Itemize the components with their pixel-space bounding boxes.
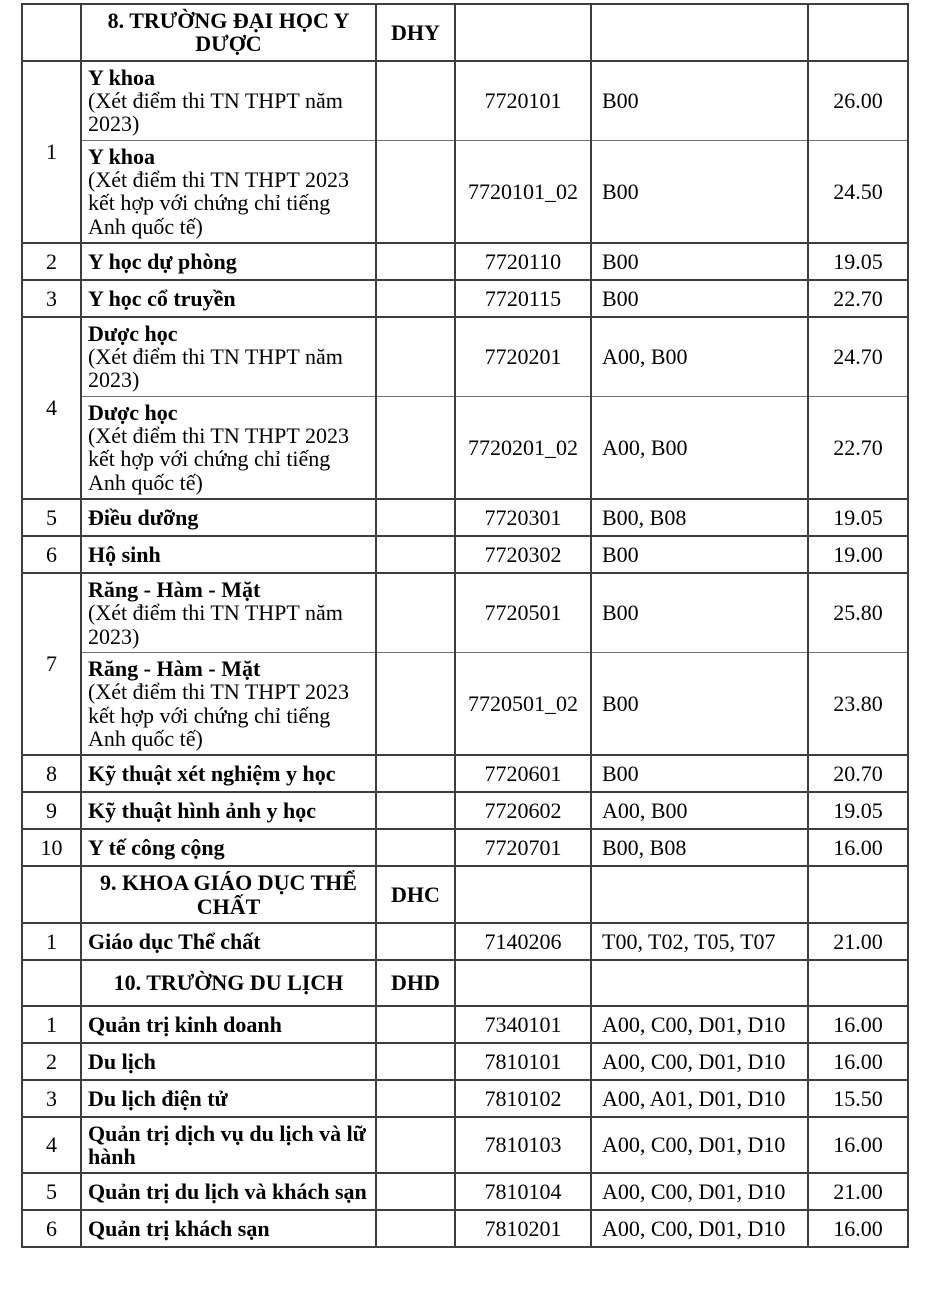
stt-cell: 9 xyxy=(22,792,81,829)
stt-cell: 6 xyxy=(22,536,81,573)
program-name: Kỹ thuật hình ảnh y học xyxy=(88,798,317,824)
score-cell: 16.00 xyxy=(808,1210,908,1247)
score-cell: 19.00 xyxy=(808,536,908,573)
program-name: Dược học xyxy=(88,320,178,346)
university-code-cell xyxy=(376,280,455,317)
program-name-cell xyxy=(81,317,376,396)
section-header-row xyxy=(22,4,908,61)
program-code-cell: 7720602 xyxy=(455,792,591,829)
program-code-cell: 7720115 xyxy=(455,280,591,317)
score-cell: 25.80 xyxy=(808,573,908,652)
combination-cell: B00, B08 xyxy=(591,829,808,866)
score-cell: 22.70 xyxy=(808,280,908,317)
combination-cell: B00 xyxy=(591,243,808,280)
university-code-cell: DHC xyxy=(376,866,455,923)
stt-cell: 10 xyxy=(22,829,81,866)
combination-cell: B00 xyxy=(591,755,808,792)
score-cell xyxy=(808,4,908,61)
combination-cell: A00, A01, D01, D10 xyxy=(591,1080,808,1117)
university-code-cell xyxy=(376,755,455,792)
stt-cell: 5 xyxy=(22,499,81,536)
program-name: Du lịch điện tử xyxy=(88,1085,228,1111)
program-name-cell xyxy=(81,280,376,317)
combination-cell xyxy=(591,4,808,61)
university-code-cell xyxy=(376,652,455,755)
program-code-cell: 7720701 xyxy=(455,829,591,866)
program-code-cell: 7720101_02 xyxy=(455,140,591,243)
score-cell: 22.70 xyxy=(808,396,908,499)
program-code-cell: 7340101 xyxy=(455,1006,591,1043)
program-subrow xyxy=(22,396,908,499)
score-cell: 16.00 xyxy=(808,1043,908,1080)
program-code-cell: 7810201 xyxy=(455,1210,591,1247)
combination-cell: A00, C00, D01, D10 xyxy=(591,1210,808,1247)
program-name: Kỹ thuật xét nghiệm y học xyxy=(88,761,336,787)
program-row xyxy=(22,317,908,396)
stt-cell: 6 xyxy=(22,1210,81,1247)
score-cell: 19.05 xyxy=(808,243,908,280)
program-name-cell xyxy=(81,1006,376,1043)
program-name-cell xyxy=(81,792,376,829)
program-code-cell: 7720301 xyxy=(455,499,591,536)
program-name: Quản trị khách sạn xyxy=(88,1216,270,1242)
program-name-cell xyxy=(81,1043,376,1080)
program-name: Răng - Hàm - Mặt xyxy=(88,577,261,602)
section-title-cell: 9. KHOA GIÁO DỤC THỂ CHẤT xyxy=(81,866,376,923)
program-name-cell xyxy=(81,1210,376,1247)
stt-cell xyxy=(22,866,81,923)
stt-cell: 2 xyxy=(22,243,81,280)
table-body xyxy=(22,4,908,1247)
program-name: Răng - Hàm - Mặt xyxy=(88,655,261,681)
combination-cell: B00 xyxy=(591,652,808,755)
university-code-cell xyxy=(376,243,455,280)
score-cell: 26.00 xyxy=(808,61,908,140)
program-row xyxy=(22,792,908,829)
program-code-cell xyxy=(455,866,591,923)
program-name: Quản trị kinh doanh xyxy=(88,1011,282,1037)
admission-score-table xyxy=(21,3,909,1248)
section-header-row xyxy=(22,960,908,1006)
combination-cell: A00, B00 xyxy=(591,396,808,499)
combination-cell: A00, C00, D01, D10 xyxy=(591,1006,808,1043)
stt-cell xyxy=(22,4,81,61)
stt-cell: 7 xyxy=(22,573,81,755)
program-name: Quản trị du lịch và khách sạn xyxy=(88,1179,367,1205)
program-note: (Xét điểm thi TN THPT 2023 kết hợp với chứng chỉ tiếng Anh quốc tế) xyxy=(88,679,349,751)
program-name: Điều dưỡng xyxy=(88,504,199,530)
university-code-cell xyxy=(376,829,455,866)
score-cell: 21.00 xyxy=(808,923,908,960)
score-cell: 19.05 xyxy=(808,792,908,829)
score-cell: 19.05 xyxy=(808,499,908,536)
program-name: Du lịch xyxy=(88,1048,156,1074)
combination-cell: B00 xyxy=(591,140,808,243)
program-name-cell xyxy=(81,573,376,652)
program-code-cell: 7720501 xyxy=(455,573,591,652)
program-name: Dược học xyxy=(88,399,178,425)
stt-cell: 3 xyxy=(22,1080,81,1117)
program-note: (Xét điểm thi TN THPT năm 2023) xyxy=(88,600,343,649)
program-name: Y học cổ truyền xyxy=(88,285,236,311)
program-name: Y học dự phòng xyxy=(88,248,237,274)
combination-cell: A00, B00 xyxy=(591,792,808,829)
program-row xyxy=(22,280,908,317)
score-cell: 15.50 xyxy=(808,1080,908,1117)
combination-cell: T00, T02, T05, T07 xyxy=(591,923,808,960)
stt-cell xyxy=(22,960,81,1006)
score-cell xyxy=(808,960,908,1006)
program-subrow xyxy=(22,652,908,755)
program-row xyxy=(22,499,908,536)
program-code-cell: 7720501_02 xyxy=(455,652,591,755)
program-note: (Xét điểm thi TN THPT 2023 kết hợp với chứng chỉ tiếng Anh quốc tế) xyxy=(88,423,349,495)
program-subrow xyxy=(22,140,908,243)
university-code-cell xyxy=(376,1173,455,1210)
program-code-cell: 7810102 xyxy=(455,1080,591,1117)
combination-cell: B00 xyxy=(591,280,808,317)
university-code-cell xyxy=(376,396,455,499)
combination-cell xyxy=(591,866,808,923)
program-row xyxy=(22,536,908,573)
program-name-cell xyxy=(81,396,376,499)
program-code-cell: 7720601 xyxy=(455,755,591,792)
program-code-cell: 7720201 xyxy=(455,317,591,396)
program-name-cell xyxy=(81,923,376,960)
university-code-cell xyxy=(376,1006,455,1043)
section-title-cell: 8. TRƯỜNG ĐẠI HỌC Y DƯỢC xyxy=(81,4,376,61)
section-title-cell: 10. TRƯỜNG DU LỊCH xyxy=(81,960,376,1006)
university-code-cell xyxy=(376,1117,455,1174)
stt-cell: 1 xyxy=(22,61,81,243)
program-code-cell: 7720302 xyxy=(455,536,591,573)
program-code-cell: 7720101 xyxy=(455,61,591,140)
program-name-cell xyxy=(81,829,376,866)
score-cell: 16.00 xyxy=(808,829,908,866)
score-cell: 24.50 xyxy=(808,140,908,243)
university-code-cell xyxy=(376,792,455,829)
program-note: (Xét điểm thi TN THPT 2023 kết hợp với chứng chỉ tiếng Anh quốc tế) xyxy=(88,166,349,239)
combination-cell xyxy=(591,960,808,1006)
program-name: Y tế công cộng xyxy=(88,835,225,861)
stt-cell: 3 xyxy=(22,280,81,317)
program-name: Y khoa xyxy=(88,64,156,90)
score-cell: 24.70 xyxy=(808,317,908,396)
program-row xyxy=(22,1043,908,1080)
program-name-cell xyxy=(81,1173,376,1210)
university-code-cell xyxy=(376,573,455,652)
combination-cell: A00, C00, D01, D10 xyxy=(591,1173,808,1210)
combination-cell: B00 xyxy=(591,61,808,140)
combination-cell: A00, B00 xyxy=(591,317,808,396)
program-code-cell: 7810101 xyxy=(455,1043,591,1080)
university-code-cell xyxy=(376,140,455,243)
program-row xyxy=(22,1080,908,1117)
score-cell: 16.00 xyxy=(808,1117,908,1174)
combination-cell: B00 xyxy=(591,536,808,573)
score-cell: 16.00 xyxy=(808,1006,908,1043)
combination-cell: B00, B08 xyxy=(591,499,808,536)
university-code-cell: DHD xyxy=(376,960,455,1006)
program-name-cell xyxy=(81,536,376,573)
university-code-cell xyxy=(376,61,455,140)
program-row xyxy=(22,829,908,866)
stt-cell: 2 xyxy=(22,1043,81,1080)
university-code-cell xyxy=(376,317,455,396)
program-note: (Xét điểm thi TN THPT năm 2023) xyxy=(88,87,343,137)
program-name-cell xyxy=(81,499,376,536)
university-code-cell: DHY xyxy=(376,4,455,61)
stt-cell: 8 xyxy=(22,755,81,792)
stt-cell: 1 xyxy=(22,1006,81,1043)
program-note: (Xét điểm thi TN THPT năm 2023) xyxy=(88,344,343,393)
program-row xyxy=(22,61,908,140)
program-name: Hộ sinh xyxy=(88,541,161,567)
program-name-cell xyxy=(81,1117,376,1174)
university-code-cell xyxy=(376,923,455,960)
university-code-cell xyxy=(376,499,455,536)
program-name-cell xyxy=(81,652,376,755)
university-code-cell xyxy=(376,536,455,573)
stt-cell: 4 xyxy=(22,317,81,499)
university-code-cell xyxy=(376,1080,455,1117)
program-row xyxy=(22,1210,908,1247)
program-code-cell xyxy=(455,4,591,61)
university-code-cell xyxy=(376,1210,455,1247)
program-row xyxy=(22,923,908,960)
program-name-cell xyxy=(81,755,376,792)
combination-cell: A00, C00, D01, D10 xyxy=(591,1117,808,1174)
program-name-cell xyxy=(81,61,376,140)
program-row xyxy=(22,243,908,280)
university-code-cell xyxy=(376,1043,455,1080)
combination-cell: A00, C00, D01, D10 xyxy=(591,1043,808,1080)
score-cell: 23.80 xyxy=(808,652,908,755)
score-cell: 21.00 xyxy=(808,1173,908,1210)
program-name: Quản trị dịch vụ du lịch và lữ hành xyxy=(88,1120,366,1170)
program-row xyxy=(22,1006,908,1043)
program-name-cell xyxy=(81,243,376,280)
program-code-cell: 7720201_02 xyxy=(455,396,591,499)
program-code-cell: 7140206 xyxy=(455,923,591,960)
program-row xyxy=(22,1173,908,1210)
program-name: Giáo dục Thể chất xyxy=(88,928,261,954)
score-cell xyxy=(808,866,908,923)
program-name-cell xyxy=(81,140,376,243)
program-row xyxy=(22,573,908,652)
program-code-cell: 7810104 xyxy=(455,1173,591,1210)
program-code-cell: 7810103 xyxy=(455,1117,591,1174)
stt-cell: 5 xyxy=(22,1173,81,1210)
stt-cell: 4 xyxy=(22,1117,81,1174)
stt-cell: 1 xyxy=(22,923,81,960)
section-header-row xyxy=(22,866,908,923)
score-cell: 20.70 xyxy=(808,755,908,792)
program-code-cell xyxy=(455,960,591,1006)
program-name: Y khoa xyxy=(88,143,156,169)
program-code-cell: 7720110 xyxy=(455,243,591,280)
program-row xyxy=(22,1117,908,1174)
program-name-cell xyxy=(81,1080,376,1117)
combination-cell: B00 xyxy=(591,573,808,652)
program-row xyxy=(22,755,908,792)
